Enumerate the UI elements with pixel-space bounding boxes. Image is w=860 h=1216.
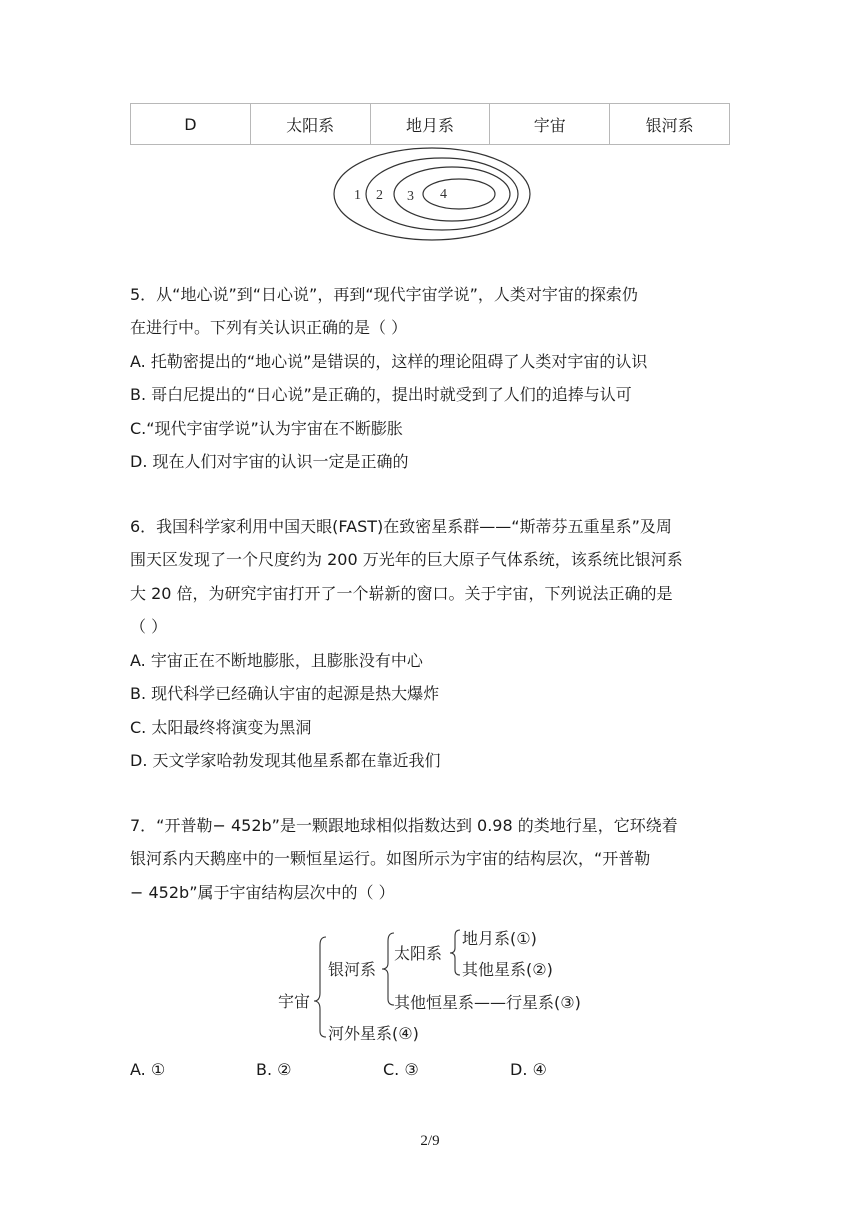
- q5-stem-line1: 5．从“地心说”到“日心说”，再到“现代宇宙学说”，人类对宇宙的探索仍: [130, 285, 638, 304]
- q6-option-c: C. 太阳最终将演变为黑洞: [130, 718, 312, 737]
- q6-stem-line4: （ ）: [130, 617, 168, 636]
- q6-option-a: A. 宇宙正在不断地膨胀，且膨胀没有中心: [130, 651, 423, 670]
- ring-label: 2: [376, 188, 383, 203]
- table-cell: 银河系: [610, 104, 730, 145]
- q6-stem-line2: 围天区发现了一个尺度约为 200 万光年的巨大原子气体系统，该系统比银河系: [130, 550, 683, 569]
- brace-solar: [450, 930, 460, 975]
- hier-other-star: 其他恒星系——行星系(③): [394, 993, 581, 1012]
- q7-stem-line3: − 452b”属于宇宙结构层次中的（ ）: [130, 883, 395, 902]
- q6-option-b: B. 现代科学已经确认宇宙的起源是热大爆炸: [130, 684, 440, 703]
- table-cell: D: [131, 104, 251, 145]
- brace-root: [314, 937, 326, 1037]
- ring-label: 3: [407, 189, 414, 204]
- q5-stem-line2: 在进行中。下列有关认识正确的是（ ）: [130, 318, 408, 337]
- q5-option-b: B. 哥白尼提出的“日心说”是正确的，提出时就受到了人们的追捧与认可: [130, 385, 632, 404]
- q6-stem-line1: 6．我国科学家利用中国天眼(FAST)在致密星系群——“斯蒂芬五重星系”及周: [130, 517, 672, 536]
- q7-stem-line2: 银河系内天鹅座中的一颗恒星运行。如图所示为宇宙的结构层次，“开普勒: [130, 849, 651, 868]
- answer-table: [130, 103, 730, 145]
- q7-option-d: D. ④: [510, 1060, 547, 1079]
- q7-option-b: B. ②: [256, 1060, 292, 1079]
- table-row: [131, 104, 730, 145]
- nested-rings-diagram: [332, 146, 532, 246]
- ring-label: 4: [440, 187, 447, 202]
- table-cell: 宇宙: [490, 104, 610, 145]
- table-cell: 太阳系: [250, 104, 370, 145]
- hier-extragalactic: 河外星系(④): [328, 1024, 419, 1043]
- universe-hierarchy-diagram: [270, 925, 630, 1050]
- q5-option-a: A. 托勒密提出的“地心说”是错误的，这样的理论阻碍了人类对宇宙的认识: [130, 352, 648, 371]
- hier-galaxy: 银河系: [328, 960, 377, 979]
- q6-option-d: D. 天文学家哈勃发现其他星系都在靠近我们: [130, 751, 441, 770]
- ring-label: 1: [354, 188, 361, 203]
- table-cell: 地月系: [370, 104, 490, 145]
- hier-root: 宇宙: [278, 992, 311, 1011]
- q5-option-c: C.“现代宇宙学说”认为宇宙在不断膨胀: [130, 419, 403, 438]
- q7-option-a: A. ①: [130, 1060, 166, 1079]
- q7-option-c: C. ③: [383, 1060, 419, 1079]
- ring-1: [334, 148, 530, 240]
- q5-option-d: D. 现在人们对宇宙的认识一定是正确的: [130, 452, 409, 471]
- brace-galaxy: [382, 933, 394, 1005]
- q7-stem-line1: 7．“开普勒− 452b”是一颗跟地球相似指数达到 0.98 的类地行星，它环绕着: [130, 816, 678, 835]
- hier-earth-moon: 地月系(①): [462, 929, 537, 948]
- hier-solar: 太阳系: [394, 944, 443, 963]
- q6-stem-line3: 大 20 倍，为研究宇宙打开了一个崭新的窗口。关于宇宙，下列说法正确的是: [130, 584, 673, 603]
- ring-4: [423, 179, 495, 209]
- hier-other-planet: 其他星系(②): [462, 960, 553, 979]
- page-number: 2/9: [420, 1133, 440, 1149]
